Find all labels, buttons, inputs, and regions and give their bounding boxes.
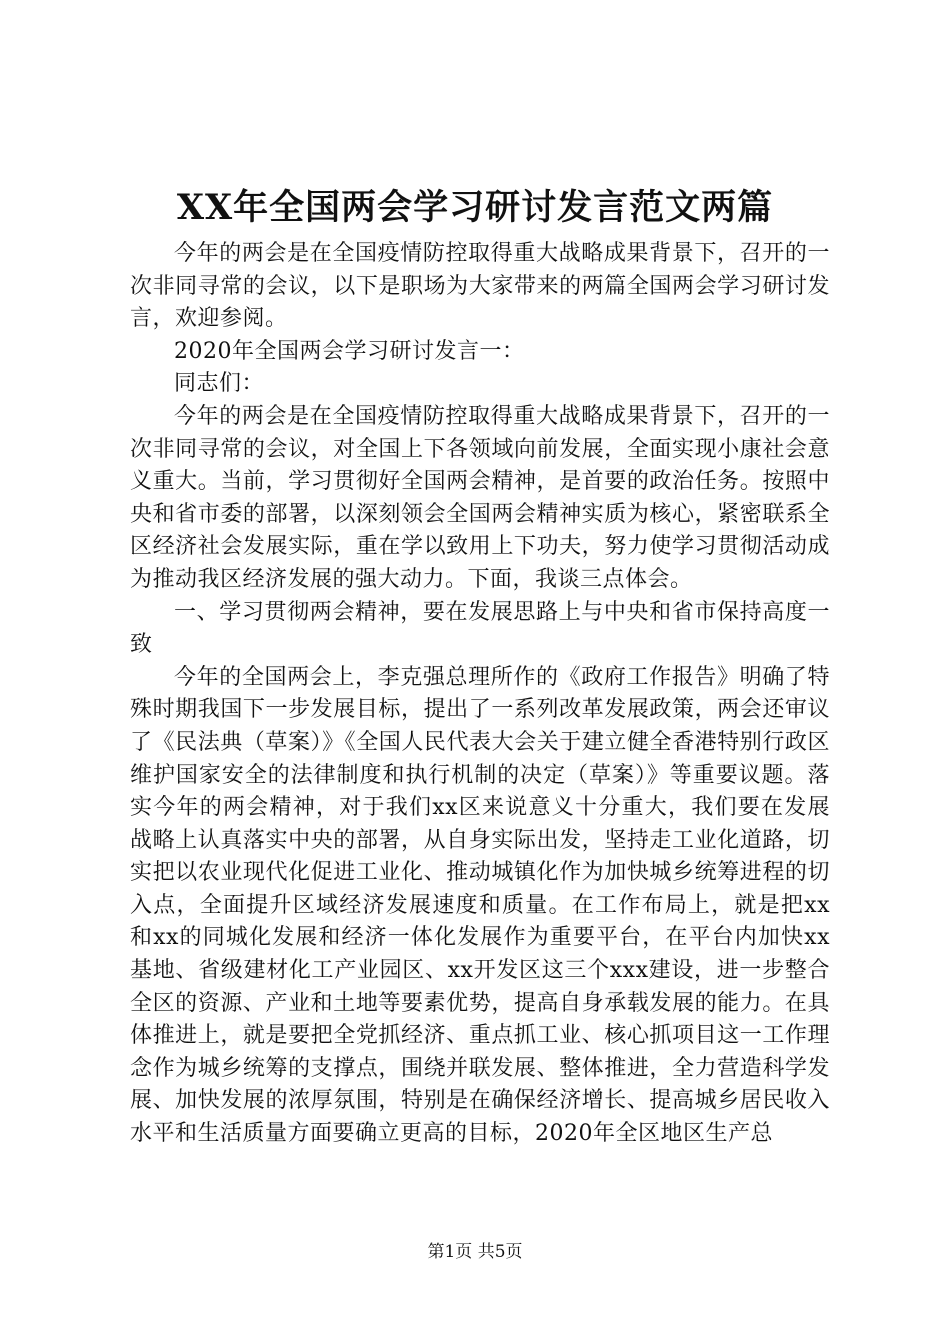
document-body: [130, 238, 830, 1151]
intro-paragraph: 今年的两会是在全国疫情防控取得重大战略成果背景下，召开的一次非同寻常的会议，以下是职场为大家带来的两篇全国两会学习研讨发言，欢迎参阅。: [130, 241, 830, 332]
body-paragraph: 今年的两会是在全国疫情防控取得重大战略成果背景下，召开的一次非同寻常的会议，对全国上下各领域向前发展，全面实现小康社会意义重大。当前，学习贯彻好全国两会精神，是首要的政治任务。按照中央和省市委的部署，以深刻领会全国两会精神实质为核心，紧密联系全区经济社会发展实际，重在学以致用上下功夫，努力使学习贯彻活动成为推动我区经济发展的强大动力。下面，我谈三点体会。: [130, 403, 830, 592]
document-title: XX年全国两会学习研讨发言范文两篇: [176, 187, 774, 228]
salutation: 同志们：: [174, 371, 265, 397]
page-number-footer: 第1页 共5页: [427, 1242, 523, 1262]
section-heading: 一、学习贯彻两会精神，要在发展思路上与中央和省市保持高度一致: [130, 599, 830, 658]
body-paragraph: 今年的全国两会上，李克强总理所作的《政府工作报告》明确了特殊时期我国下一步发展目标，提出了一系列改革发展政策，两会还审议了《民法典（草案）》《全国人民代表大会关于建立健全香港特别行政区维护国家安全的法律制度和执行机制的决定（草案）》等重要议题。落实今年的两会精神，对于我们xx区来说意义十分重大，我们要在发展战略上认真落实中央的部署，从自身实际出发，坚持走工业化道路，切实把以农业现代化促进工业化、推动城镇化作为加快城乡统筹进程的切入点，全面提升区域经济发展速度和质量。在工作布局上，就是把xx和xx的同城化发展和经济一体化发展作为重要平台，在平台内加快xx基地、省级建材化工产业园区、xx开发区这三个xxx建设，进一步整合全区的资源、产业和土地等要素优势，提高自身承载发展的能力。在具体推进上，就是要把全党抓经济、重点抓工业、核心抓项目这一工作理念作为城乡统筹的支撑点，围绕并联发展、整体推进，全力营造科学发展、加快发展的浓厚氛围，特别是在确保经济增长、提高城乡居民收入水平和生活质量方面要确立更高的目标，2020年全区地区生产总: [130, 664, 830, 1147]
speech-heading: 2020年全国两会学习研讨发言一：: [174, 338, 525, 364]
